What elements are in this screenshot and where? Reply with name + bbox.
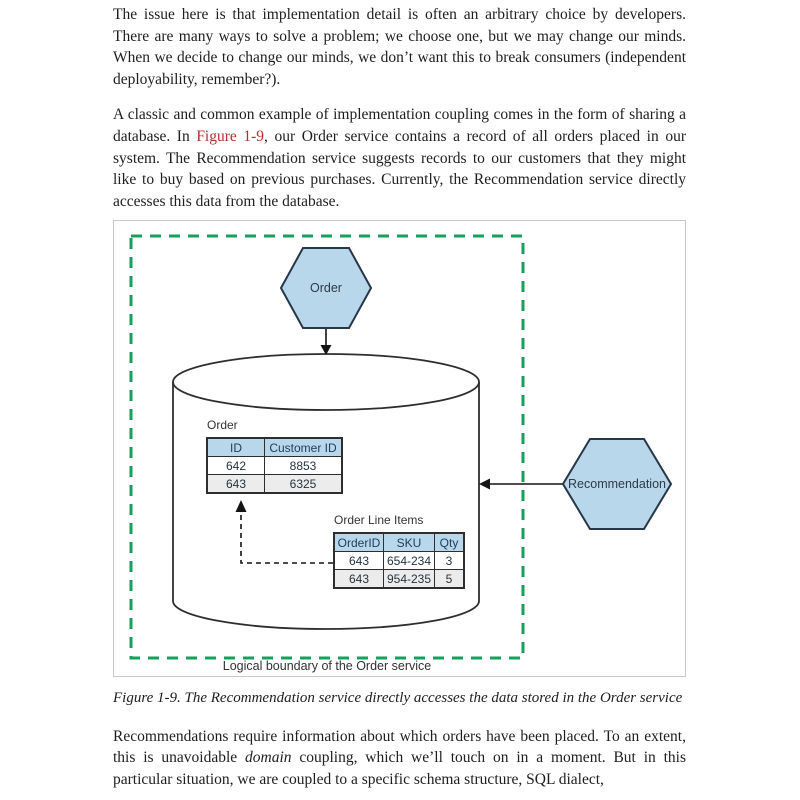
cell: 3 bbox=[435, 552, 465, 570]
table-header-row bbox=[334, 533, 464, 552]
order-table-header-id: ID bbox=[207, 438, 265, 457]
line-items-header-sku: SKU bbox=[384, 533, 435, 552]
order-hexagon-label: Order bbox=[310, 281, 342, 296]
paragraph-database-example bbox=[113, 104, 686, 212]
paragraph-text-after-link: , our Order service contains a record of all orders placed in our system. The Recommendation service suggests records to our customers that they might like to buy based on previous purchases. Currently, the Recommendation service directly accesses this data from the database. bbox=[113, 127, 686, 210]
table-row bbox=[334, 552, 464, 570]
figure-1-9-link[interactable]: Figure 1-9 bbox=[196, 127, 265, 145]
cell: 654-234 bbox=[384, 552, 435, 570]
line-items-header-qty: Qty bbox=[435, 533, 465, 552]
paragraph-implementation-detail: The issue here is that implementation detail is often an arbitrary choice by developers. There are many ways to solve a problem; we choose one, but we may change our minds. When we decide to change our minds, we don’t want this to break consumers (independent deployability, remember?). bbox=[113, 6, 686, 88]
paragraph-recommendations bbox=[113, 726, 686, 791]
database-cylinder-top bbox=[173, 354, 479, 410]
diagram-canvas bbox=[114, 221, 685, 676]
order-line-items-grid bbox=[333, 532, 465, 589]
cell: 643 bbox=[207, 475, 265, 494]
italic-word-domain: domain bbox=[245, 749, 292, 767]
table-header-row bbox=[207, 438, 342, 457]
order-table-title: Order bbox=[207, 418, 238, 433]
order-table bbox=[206, 418, 343, 494]
table-row bbox=[334, 570, 464, 589]
order-table-header-customer-id: Customer ID bbox=[265, 438, 343, 457]
table-row bbox=[207, 457, 342, 475]
order-line-items-table bbox=[333, 513, 465, 589]
cell: 8853 bbox=[265, 457, 343, 475]
recommendation-hexagon-label: Recommendation bbox=[568, 477, 666, 492]
order-table-grid bbox=[206, 437, 343, 494]
line-items-header-orderid: OrderID bbox=[334, 533, 384, 552]
recommendation-to-db-arrowhead-icon bbox=[479, 479, 490, 490]
cell: 954-235 bbox=[384, 570, 435, 589]
paragraph-text-before-link: A classic and common example of implementation coupling comes in the form of sharing a database. In bbox=[113, 106, 686, 145]
logical-boundary-label: Logical boundary of the Order service bbox=[222, 659, 432, 674]
cell: 643 bbox=[334, 570, 384, 589]
cell: 642 bbox=[207, 457, 265, 475]
paragraph-text-before-italic: Recommendations require information about which orders have been placed. To an extent, this is unavoidable bbox=[113, 727, 686, 767]
figure-1-9-diagram bbox=[113, 220, 686, 677]
order-line-items-table-title: Order Line Items bbox=[334, 513, 424, 528]
cell: 5 bbox=[435, 570, 465, 589]
paragraph-text-after-italic: coupling, which we’ll touch on in a moment. But in this particular situation, we are coupled to a specific schema structure, SQL dialect, bbox=[113, 749, 686, 789]
table-row bbox=[207, 475, 342, 494]
text-column bbox=[113, 0, 686, 791]
figure-caption: Figure 1-9. The Recommendation service directly accesses the data stored in the Order service bbox=[113, 690, 683, 707]
cell: 643 bbox=[334, 552, 384, 570]
cell: 6325 bbox=[265, 475, 343, 494]
